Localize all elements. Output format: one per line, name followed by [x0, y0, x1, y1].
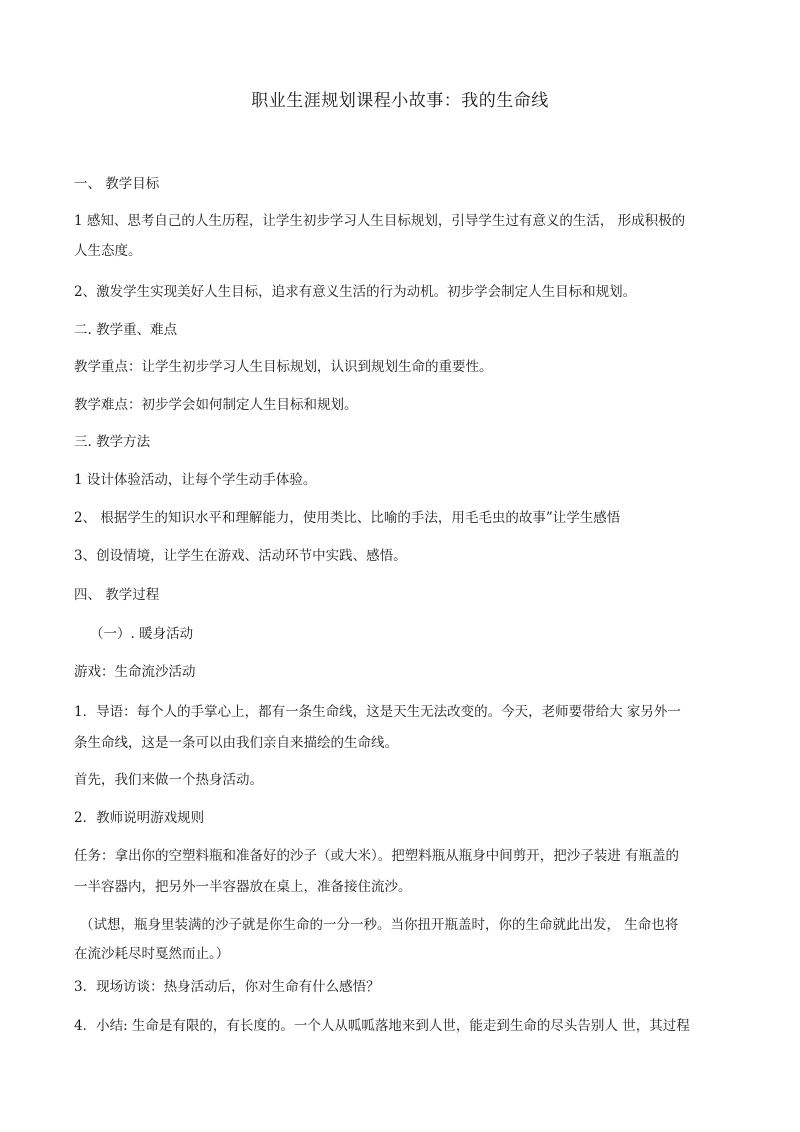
- paragraph-line: 首先，我们来做一个热身活动。: [74, 772, 263, 788]
- document-title: 职业生涯规划课程小故事：我的生命线: [251, 91, 549, 111]
- paragraph-line: 人生态度。: [74, 243, 142, 259]
- paragraph-line: 3．现场访谈：热身活动后，你对生命有什么感悟？: [74, 979, 380, 995]
- section-heading-methods: 三. 教学方法: [74, 434, 151, 450]
- paragraph-line: 2、激发学生实现美好人生目标，追求有意义生活的行为动机。初步学会制定人生目标和规划。: [74, 284, 637, 300]
- paragraph-line: 1 设计体验活动，让每个学生动手体验。: [74, 472, 317, 488]
- paragraph-line: 1．导语：每个人的手掌心上，都有一条生命线，这是天生无法改变的。今天，老师要带给大 家另外一: [74, 704, 681, 720]
- paragraph-line: 3、创设情境，让学生在游戏、活动环节中实践、感悟。: [74, 548, 407, 564]
- paragraph-line: 2、 根据学生的知识水平和理解能力，使用类比、比喻的手法，用毛毛虫的故事”让学生感悟: [74, 510, 621, 526]
- paragraph-line: 教学重点：让学生初步学习人生目标规划，认识到规划生命的重要性。: [74, 359, 493, 375]
- paragraph-line: 一半容器内，把另外一半容器放在桌上，准备接住流沙。: [74, 879, 412, 895]
- paragraph-line: 4．小结: 生命是有限的，有长度的。一个人从呱呱落地来到人世，能走到生命的尽头告别人 世，其过程: [74, 1018, 690, 1034]
- section-heading-key-points: 二. 教学重、难点: [74, 322, 178, 338]
- paragraph-line: 2．教师说明游戏规则: [74, 810, 205, 826]
- subsection-heading-warmup: （一）. 暖身活动: [90, 626, 194, 642]
- paragraph-line: 条生命线，这是一条可以由我们亲自来描绘的生命线。: [74, 735, 398, 751]
- section-heading-process: 四、 教学过程: [74, 587, 160, 603]
- section-heading-objectives: 一、 教学目标: [74, 176, 160, 192]
- paragraph-line: （试想，瓶身里装满的沙子就是你生命的一分一秒。当你扭开瓶盖时，你的生命就此出发， 生命也将: [80, 917, 679, 933]
- paragraph-line: 任务：拿出你的空塑料瓶和准备好的沙子（或大米）。把塑料瓶从瓶身中间剪开，把沙子装进 有瓶盖的: [74, 848, 680, 864]
- paragraph-line: 在流沙耗尽时戛然而止。）: [74, 946, 230, 962]
- paragraph-line: 教学难点：初步学会如何制定人生目标和规划。: [74, 397, 358, 413]
- paragraph-line: 1 感知、思考自己的人生历程，让学生初步学习人生目标规划，引导学生过有意义的生活， 形成积极的: [74, 213, 686, 229]
- paragraph-line: 游戏：生命流沙活动: [74, 664, 196, 680]
